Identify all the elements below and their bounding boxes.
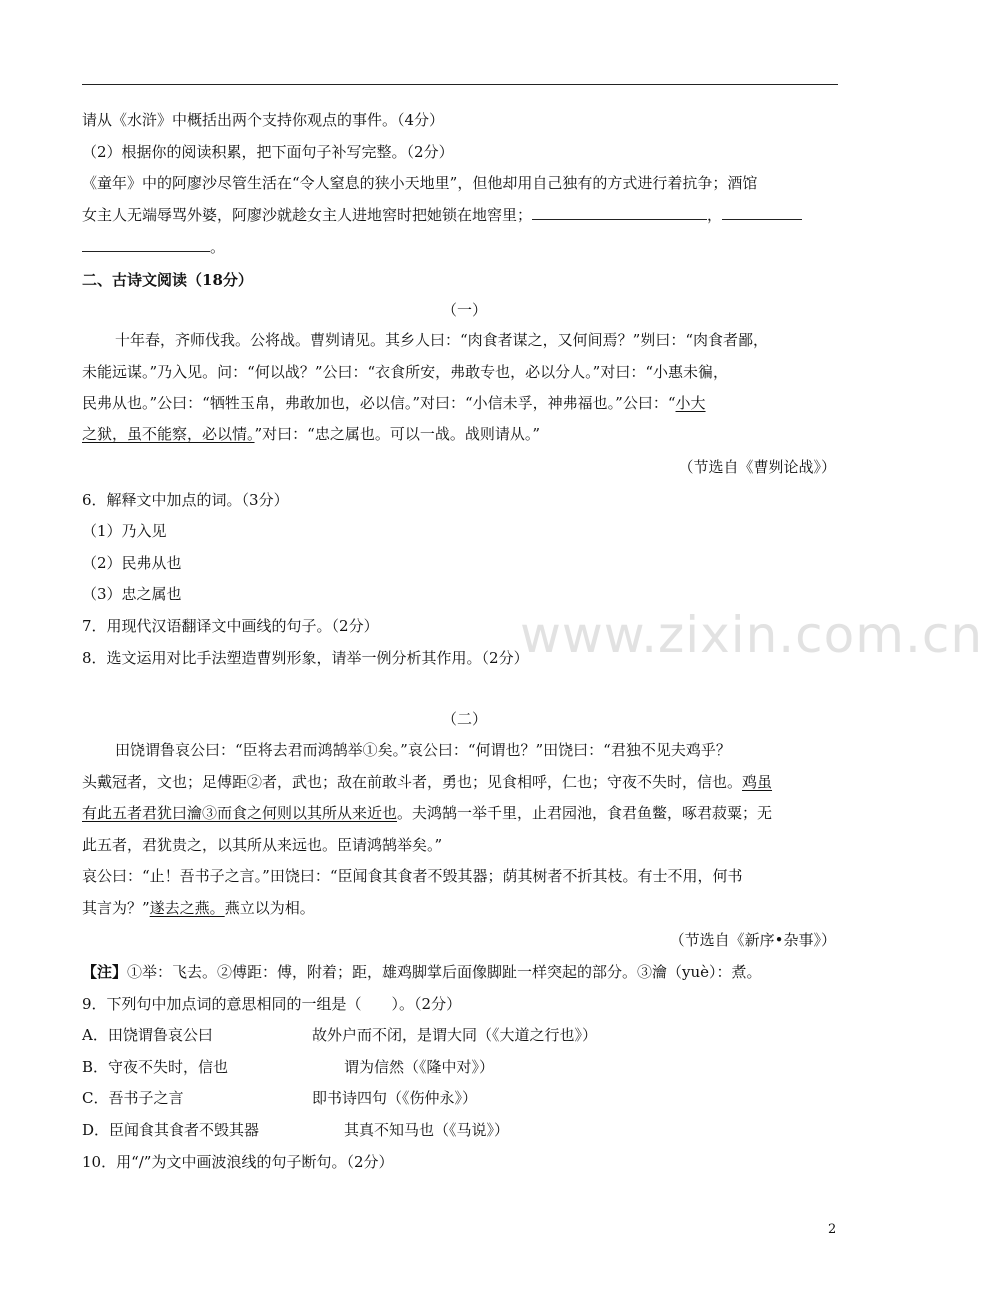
passage-text: 。夫鸿鹄一举千里，止君园池，食君鱼鳖，啄君菽粟；无 [397,804,773,822]
passage-line: 哀公曰：“止！吾书子之言。”田饶曰：“臣闻食其食者不毁其器；荫其树者不折其枝。有士不用，何书 [82,867,743,885]
question-title: 10．用“/”为文中画波浪线的句子断句。（2分） [82,1153,394,1171]
sentence-text: 女主人无端辱骂外婆，阿廖沙就趁女主人进地窖时把她锁在地窖里； [82,206,533,224]
passage-text: 其言为？” [82,899,150,917]
header-rule [82,84,838,85]
note [82,962,762,982]
question-item: （3）忠之属也 [82,585,182,603]
question-line [82,237,225,257]
answer-blank[interactable] [532,205,707,220]
answer-blank[interactable] [722,205,802,220]
passage-line [82,393,706,413]
wavy-underlined-text: 有此五者君犹曰瀹③而食之何则以其所从来近也 [82,804,398,822]
passage-text: 头戴冠者，文也；足傅距②者，武也；敌在前敢斗者，勇也；见食相呼，仁也；守夜不失时，信也。 [82,773,743,791]
watermark: www.zixin.com.cn [520,606,983,664]
passage-line: 未能远谋。”乃入见。问：“何以战？”公曰：“衣食所安，弗敢专也，必以分人。”对曰：“小惠未徧， [82,363,729,381]
option-left: D．臣闻食其食者不毁其器 [82,1121,260,1139]
underlined-text: 小大 [675,394,706,412]
passage-text: 燕立以为相。 [224,899,315,917]
option-d [82,1120,510,1140]
question-title: 7．用现代汉语翻译文中画线的句子。（2分） [82,617,379,635]
passage-text: 民弗从也。”公曰：“牺牲玉帛，弗敢加也，必以信。”对曰：“小信未孚，神弗福也。”公曰：“ [82,394,676,412]
question-line: 请从《水浒》中概括出两个支持你观点的事件。（4分） [82,111,445,129]
passage-line: 十年春，齐师伐我。公将战。曹刿请见。其乡人曰：“肉食者谋之，又何间焉？”刿曰：“肉食者鄙， [115,331,769,349]
comma: ， [707,206,723,224]
passage-line [82,898,315,918]
passage-line: 此五者，君犹贵之，以其所从来远也。臣请鸿鹄举矣。” [82,836,443,854]
question-title: 8．选文运用对比手法塑造曹刿形象，请举一例分析其作用。（2分） [82,649,529,667]
option-left: B．守夜不失时，信也 [82,1058,229,1076]
passage-label: （二） [442,710,488,728]
answer-blank[interactable] [82,237,210,252]
option-b [82,1057,495,1077]
passage-line [82,424,540,444]
question-line: 《童年》中的阿廖沙尽管生活在“令人窒息的狭小天地里”，但他却用自己独有的方式进行着抗争；酒馆 [82,174,758,192]
option-left: A．田饶谓鲁哀公曰 [82,1026,213,1044]
question-item: （2）民弗从也 [82,554,182,572]
question-line [82,205,802,225]
note-text: ①举：飞去。②傅距：傅，附着；距，雄鸡脚掌后面像脚趾一样突起的部分。③瀹（yuè）：煮。 [127,963,762,981]
passage-line: 田饶谓鲁哀公曰：“臣将去君而鸿鹄举①矣。”哀公曰：“何谓也？”田饶曰：“君独不见夫鸡乎？ [115,741,731,759]
option-c [82,1088,478,1108]
question-item: （1）乃入见 [82,522,167,540]
question-line: （2）根据你的阅读积累，把下面句子补写完整。（2分） [82,143,454,161]
note-label: 【注】 [82,963,128,981]
page-number: 2 [828,1222,837,1237]
underlined-text: 之狱，虽不能察，必以情。 [82,425,255,443]
passage-line [82,772,772,792]
passage-line [82,803,772,823]
period: 。 [210,238,226,256]
option-right: 即书诗四句（《伤仲永》） [312,1089,478,1107]
passage-label: （一） [442,301,488,319]
option-right: 谓为信然（《隆中对》） [344,1058,495,1076]
question-title: 6．解释文中加点的词。（3分） [82,491,289,509]
option-right: 其真不知马也（《马说》） [344,1121,510,1139]
option-right: 故外户而不闭，是谓大同（《大道之行也》） [312,1026,598,1044]
source-citation: （节选自《曹刿论战》） [678,458,836,476]
option-left: C．吾书子之言 [82,1089,184,1107]
section-title: 二、古诗文阅读（18分） [82,271,253,289]
wavy-underlined-text: 鸡虽 [742,773,773,791]
passage-text: ”对曰：“忠之属也。可以一战。战则请从。” [254,425,541,443]
option-a [82,1025,598,1045]
question-title: 9．下列句中加点词的意思相同的一组是（ ）。（2分） [82,995,462,1013]
source-citation: （节选自《新序•杂事》） [669,931,836,949]
underlined-text: 遂去之燕。 [149,899,225,917]
